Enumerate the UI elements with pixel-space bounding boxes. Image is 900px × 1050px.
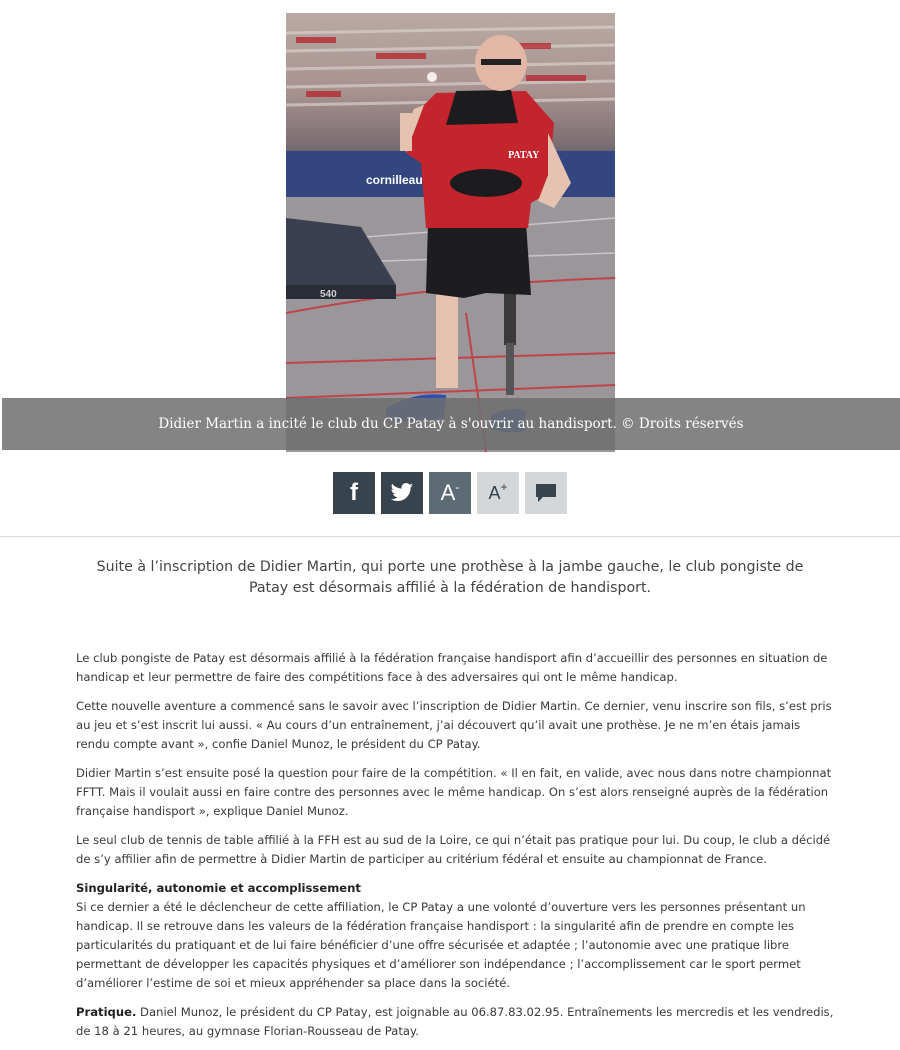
- practical-label: Pratique.: [76, 1005, 137, 1019]
- article-section: [76, 879, 836, 993]
- article-paragraph: Didier Martin s’est ensuite posé la question pour faire de la compétition. « Il en fait, en valide, avec nous dans notre championnat FFTT. Mais il voulait aussi en faire contre des personnes avec le même handicap. On s’est alors renseigné auprès de la fédération française handisport », explique Daniel Munoz.: [76, 766, 832, 818]
- facebook-share-button[interactable]: [333, 472, 375, 514]
- font-decrease-icon: A-: [440, 480, 460, 505]
- twitter-share-button[interactable]: [381, 472, 423, 514]
- jersey-text: PATAY: [508, 150, 540, 161]
- table-model-text: 540: [320, 289, 337, 300]
- photo-caption-bar: [2, 398, 900, 450]
- comments-button[interactable]: [525, 472, 567, 514]
- barrier-brand-text: cornilleau: [366, 173, 423, 187]
- article-paragraph: Le seul club de tennis de table affilié à la FFH est au sud de la Loire, ce qui n’était pas pratique pour lui. Du coup, le club a décidé de s’y affilier afin de permettre à Didier Martin de participer au critérium fédéral et ensuite au championnat de France.: [76, 833, 831, 866]
- practical-text: Daniel Munoz, le président du CP Patay, est joignable au 06.87.83.02.95. Entraînements les mercredis et les vendredis, de 18 à 21 heures, au gymnase Florian-Rousseau de Patay.: [76, 1005, 834, 1038]
- share-toolbar: [0, 472, 900, 514]
- photo-illustration: [286, 13, 615, 452]
- article-photo-container: [0, 0, 900, 452]
- facebook-icon: f: [350, 479, 358, 506]
- article-photo: [286, 13, 615, 452]
- article-paragraph: Si ce dernier a été le déclencheur de cette affiliation, le CP Patay a une volonté d’ouverture vers les personnes présentant un handicap. Il se retrouve dans les valeurs de la fédération française handisport : la singularité afin de prendre en compte les particularités du pratiquant et de lui faire bénéficier d’une offre sécurisée et adaptée ; l’autonomie avec une pratique libre permettant de développer les capacités physiques et d’améliorer son indépendance ; l’accomplissement car le sport permet d’améliorer l’estime de soi et mieux appréhender sa place dans la société.: [76, 900, 806, 990]
- comment-icon: [535, 483, 557, 503]
- article-lead: Suite à l’inscription de Didier Martin, qui porte une prothèse à la jambe gauche, le club pongiste de Patay est désormais affilié à la fédération de handisport.: [96, 559, 804, 596]
- font-increase-icon: A+: [488, 479, 508, 503]
- article-body: [76, 649, 836, 1041]
- font-increase-button[interactable]: [477, 472, 519, 514]
- article-subheading: Singularité, autonomie et accomplissement: [76, 881, 361, 895]
- font-decrease-button[interactable]: [429, 472, 471, 514]
- photo-caption: Didier Martin a incité le club du CP Patay à s'ouvrir au handisport. © Droits réservés: [158, 416, 744, 432]
- article-paragraph: Cette nouvelle aventure a commencé sans le savoir avec l’inscription de Didier Martin. Ce dernier, venu inscrire son fils, s’est pris au jeu et s’est inscrit lui aussi. « Au cours d’un entraînement, j’ai découvert qu’il avait une prothèse. Je ne m’en étais jamais rendu compte avant », confie Daniel Munoz, le président du CP Patay.: [76, 699, 832, 751]
- article-paragraph: Le club pongiste de Patay est désormais affilié à la fédération française handisport afin d’accueillir des personnes en situation de handicap et leur permettre de faire des compétitions face à des adversaires qui ont le même handicap.: [76, 651, 828, 684]
- section-divider: [0, 536, 900, 537]
- twitter-icon: [390, 483, 414, 503]
- article-practical-info: [76, 1003, 836, 1041]
